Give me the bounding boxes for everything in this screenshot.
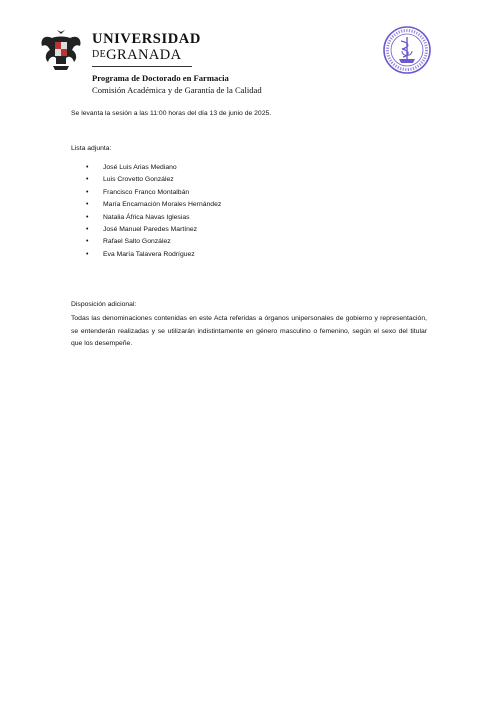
university-de: DE [92,49,107,60]
program-block [92,72,262,96]
session-closing-text: Se levanta la sesión a las 11:00 horas del día 13 de junio de 2025. [71,110,272,117]
list-item: • Natalia África Navas Iglesias [86,212,221,224]
program-title: Programa de Doctorado en Farmacia [92,73,229,83]
university-granada: GRANADA [106,47,182,63]
header-divider [92,66,192,67]
disposition-label: Disposición adicional: [71,301,137,308]
university-line2 [92,47,201,63]
list-item: • Rafael Salto González [86,236,221,248]
attendee-list-label: Lista adjunta: [71,145,112,152]
list-item: • José Luis Arias Mediano [86,162,221,174]
disposition-text: Todas las denominaciones contenidas en este Acta referidas a órganos unipersonales de gobierno y representación, se entenderán realizadas y se utilizarán indistintamente en género masculino o femenino, según el sexo del titular que los desempeñe. [71,315,427,348]
pharmacy-faculty-seal-icon [382,25,432,75]
university-line1: UNIVERSIDAD [92,31,201,47]
list-item: • Luis Crovetto González [86,174,221,186]
university-crest-icon [38,28,84,72]
list-item: • Francisco Franco Montalbán [86,187,221,199]
attendee-list [86,162,221,261]
list-item: • María Encarnación Morales Hernández [86,199,221,211]
university-wordmark [92,32,201,63]
list-item: • José Manuel Paredes Martínez [86,224,221,236]
list-item: • Eva María Talavera Rodríguez [86,249,221,261]
commission-name: Comisión Académica y de Garantía de la Calidad [92,85,262,95]
